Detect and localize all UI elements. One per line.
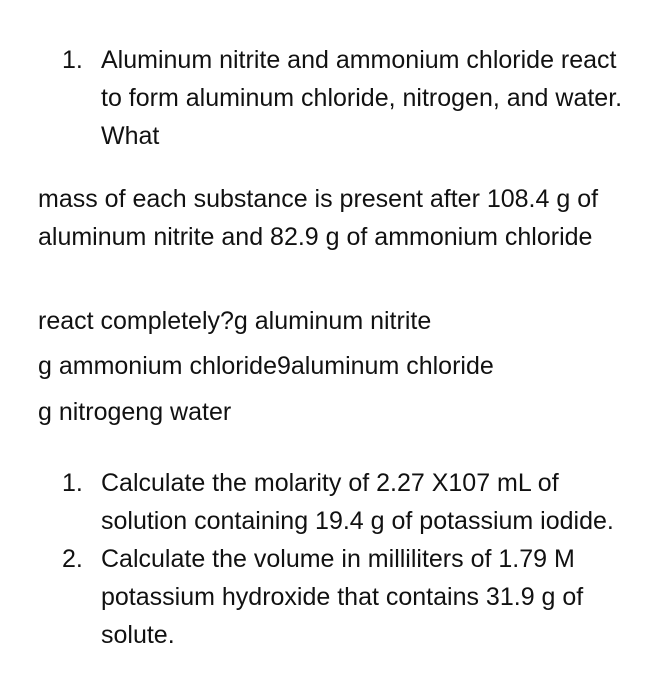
paragraph-mass-question: mass of each substance is present after 108.4 g of aluminum nitrite and 82.9 g of ammonium chloride	[38, 185, 599, 251]
list-item-number: 1.	[62, 46, 83, 74]
paragraph-nitrogen-line: g nitrogeng water	[38, 398, 232, 426]
paragraph-chloride-line: g ammonium chloride9aluminum chloride	[38, 352, 494, 380]
list-item	[0, 41, 655, 155]
list-item-number: 2.	[62, 545, 83, 573]
list-item	[0, 464, 655, 540]
paragraph-react-line: react completely?g aluminum nitrite	[38, 307, 432, 335]
list-item	[0, 540, 655, 654]
list-item-text: Calculate the volume in milliliters of 1.79 M potassium hydroxide that contains 31.9 g of solute.	[101, 545, 584, 649]
question-list-1	[0, 41, 655, 155]
list-item-text: Calculate the molarity of 2.27 X107 mL of solution containing 19.4 g of potassium iodide.	[101, 469, 614, 535]
question-list-2	[0, 464, 655, 654]
list-item-number: 1.	[62, 469, 83, 497]
list-item-text: Aluminum nitrite and ammonium chloride react to form aluminum chloride, nitrogen, and water. What	[101, 46, 623, 150]
